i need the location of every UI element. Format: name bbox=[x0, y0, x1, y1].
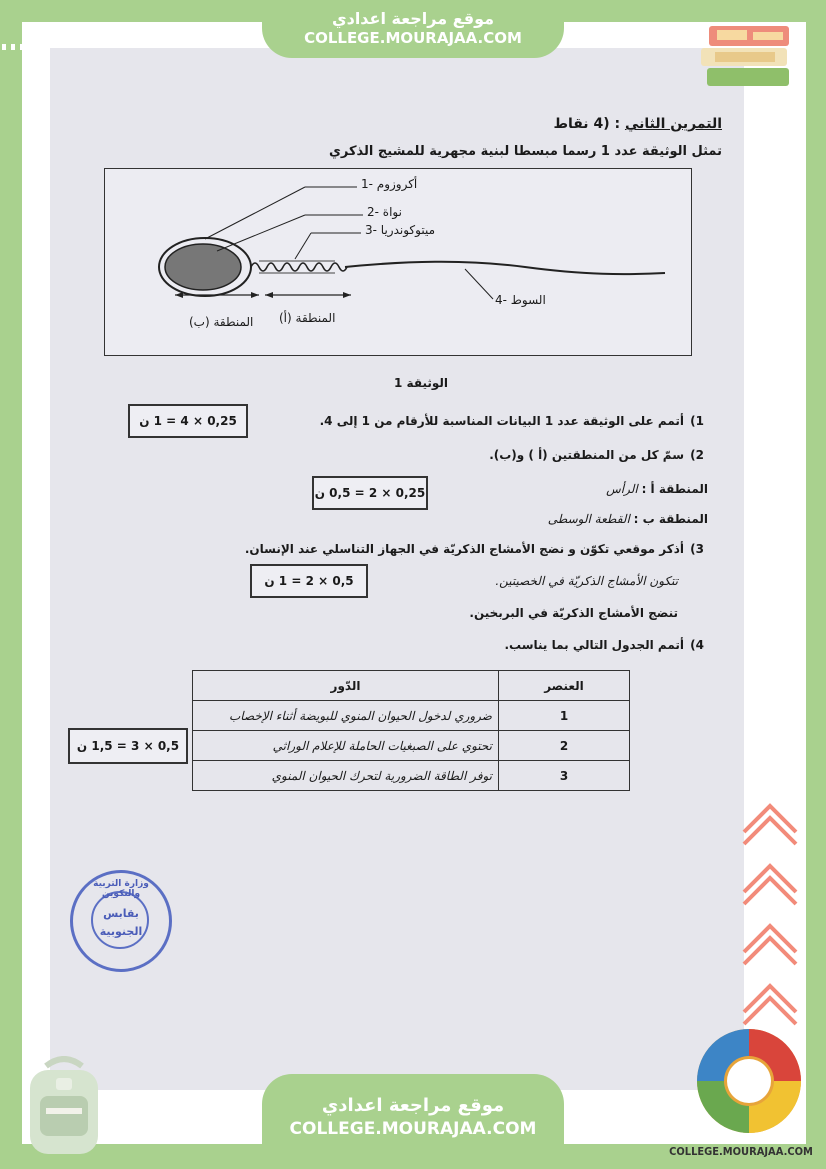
q3-number: 3) bbox=[690, 542, 704, 556]
label-flagellum: السوط -4 bbox=[495, 293, 546, 307]
q1-text: أتمم على الوثيقة عدد 1 البيانات المناسبة للأرقام من 1 إلى 4. bbox=[319, 414, 684, 428]
sperm-diagram bbox=[104, 168, 692, 356]
q2-score: 0,25 × 2 = 0,5 ن bbox=[312, 476, 428, 510]
top-banner bbox=[262, 0, 564, 58]
answer-region-b: المنطقة ب : القطعة الوسطى bbox=[547, 512, 708, 526]
answer-region-a: المنطقة أ : الرأس bbox=[606, 482, 708, 496]
q4-text: أتمم الجدول التالي بما يناسب. bbox=[504, 638, 684, 652]
exercise-title: التمرين الثاني : (4 نقاط bbox=[553, 116, 722, 132]
answer-maturation: تنضج الأمشاج الذكريّة في البربخين. bbox=[469, 606, 678, 620]
top-banner-url[interactable]: COLLEGE.MOURAJAA.COM bbox=[304, 29, 522, 47]
stamp-middle-text: بقابس bbox=[103, 907, 139, 920]
q3-score: 0,5 × 2 = 1 ن bbox=[250, 564, 368, 598]
frame-left bbox=[0, 0, 22, 1169]
table-cell-role: توفر الطاقة الضرورية لتحرك الحيوان المنوي bbox=[193, 761, 499, 791]
backpack-icon bbox=[16, 1056, 112, 1160]
table-header-role: الدّور bbox=[193, 671, 499, 701]
label-nucleus: نواة -2 bbox=[367, 205, 402, 219]
exam-page bbox=[50, 48, 744, 1090]
q4-number: 4) bbox=[690, 638, 704, 652]
stamp-inner-text: الجنوبية bbox=[99, 925, 143, 938]
table-cell-role: ضروري لدخول الحيوان المنوي للبويضة أثناء الإخصاب bbox=[193, 701, 499, 731]
region-a-label: المنطقة (أ) bbox=[279, 311, 336, 325]
table-cell-element: 1 bbox=[499, 701, 630, 731]
books-icon bbox=[697, 12, 797, 96]
table-row bbox=[193, 731, 630, 761]
answer-formation: تتكون الأمشاج الذكريّة في الخصيتين. bbox=[495, 574, 678, 588]
bottom-banner-arabic: موقع مراجعة اعدادي bbox=[321, 1095, 505, 1116]
q2-number: 2) bbox=[690, 448, 704, 462]
q2-text: سمّ كل من المنطقتين (أ ) و(ب). bbox=[489, 448, 684, 462]
q4-score: 0,5 × 3 = 1,5 ن bbox=[68, 728, 188, 764]
exercise-intro: تمثل الوثيقة عدد 1 رسما مبسطا لبنية مجهرية للمشيج الذكري bbox=[328, 144, 722, 159]
roles-table bbox=[192, 670, 630, 791]
stamp-outer-text: وزارة التربية والتكوين bbox=[93, 879, 149, 899]
q1-score: 0,25 × 4 = 1 ن bbox=[128, 404, 248, 438]
table-cell-role: تحتوي على الصبغيات الحاملة للإعلام الوراثي bbox=[193, 731, 499, 761]
logo-url[interactable]: COLLEGE.MOURAJAA.COM bbox=[669, 1145, 813, 1158]
table-cell-element: 2 bbox=[499, 731, 630, 761]
site-logo[interactable] bbox=[694, 1026, 804, 1136]
table-row bbox=[193, 701, 630, 731]
table-row bbox=[193, 761, 630, 791]
q3-text: أذكر موقعي تكوّن و نضج الأمشاج الذكريّة في الجهاز التناسلي عند الإنسان. bbox=[244, 542, 684, 556]
label-acrosome: أكروزوم -1 bbox=[361, 177, 418, 191]
top-banner-arabic: موقع مراجعة اعدادي bbox=[331, 9, 495, 28]
region-b-label: المنطقة (ب) bbox=[189, 315, 254, 329]
document-caption: الوثيقة 1 bbox=[394, 376, 448, 390]
table-header-element: العنصر bbox=[499, 671, 630, 701]
chevrons-decoration bbox=[740, 788, 800, 1038]
table-cell-element: 3 bbox=[499, 761, 630, 791]
table-header-row bbox=[193, 671, 630, 701]
label-mitochondria: ميتوكوندريا -3 bbox=[365, 223, 435, 237]
q1-number: 1) bbox=[690, 414, 704, 428]
bottom-banner-url[interactable]: COLLEGE.MOURAJAA.COM bbox=[289, 1119, 537, 1139]
frame-right bbox=[806, 0, 826, 1169]
bottom-banner bbox=[262, 1074, 564, 1169]
school-stamp bbox=[70, 870, 172, 972]
